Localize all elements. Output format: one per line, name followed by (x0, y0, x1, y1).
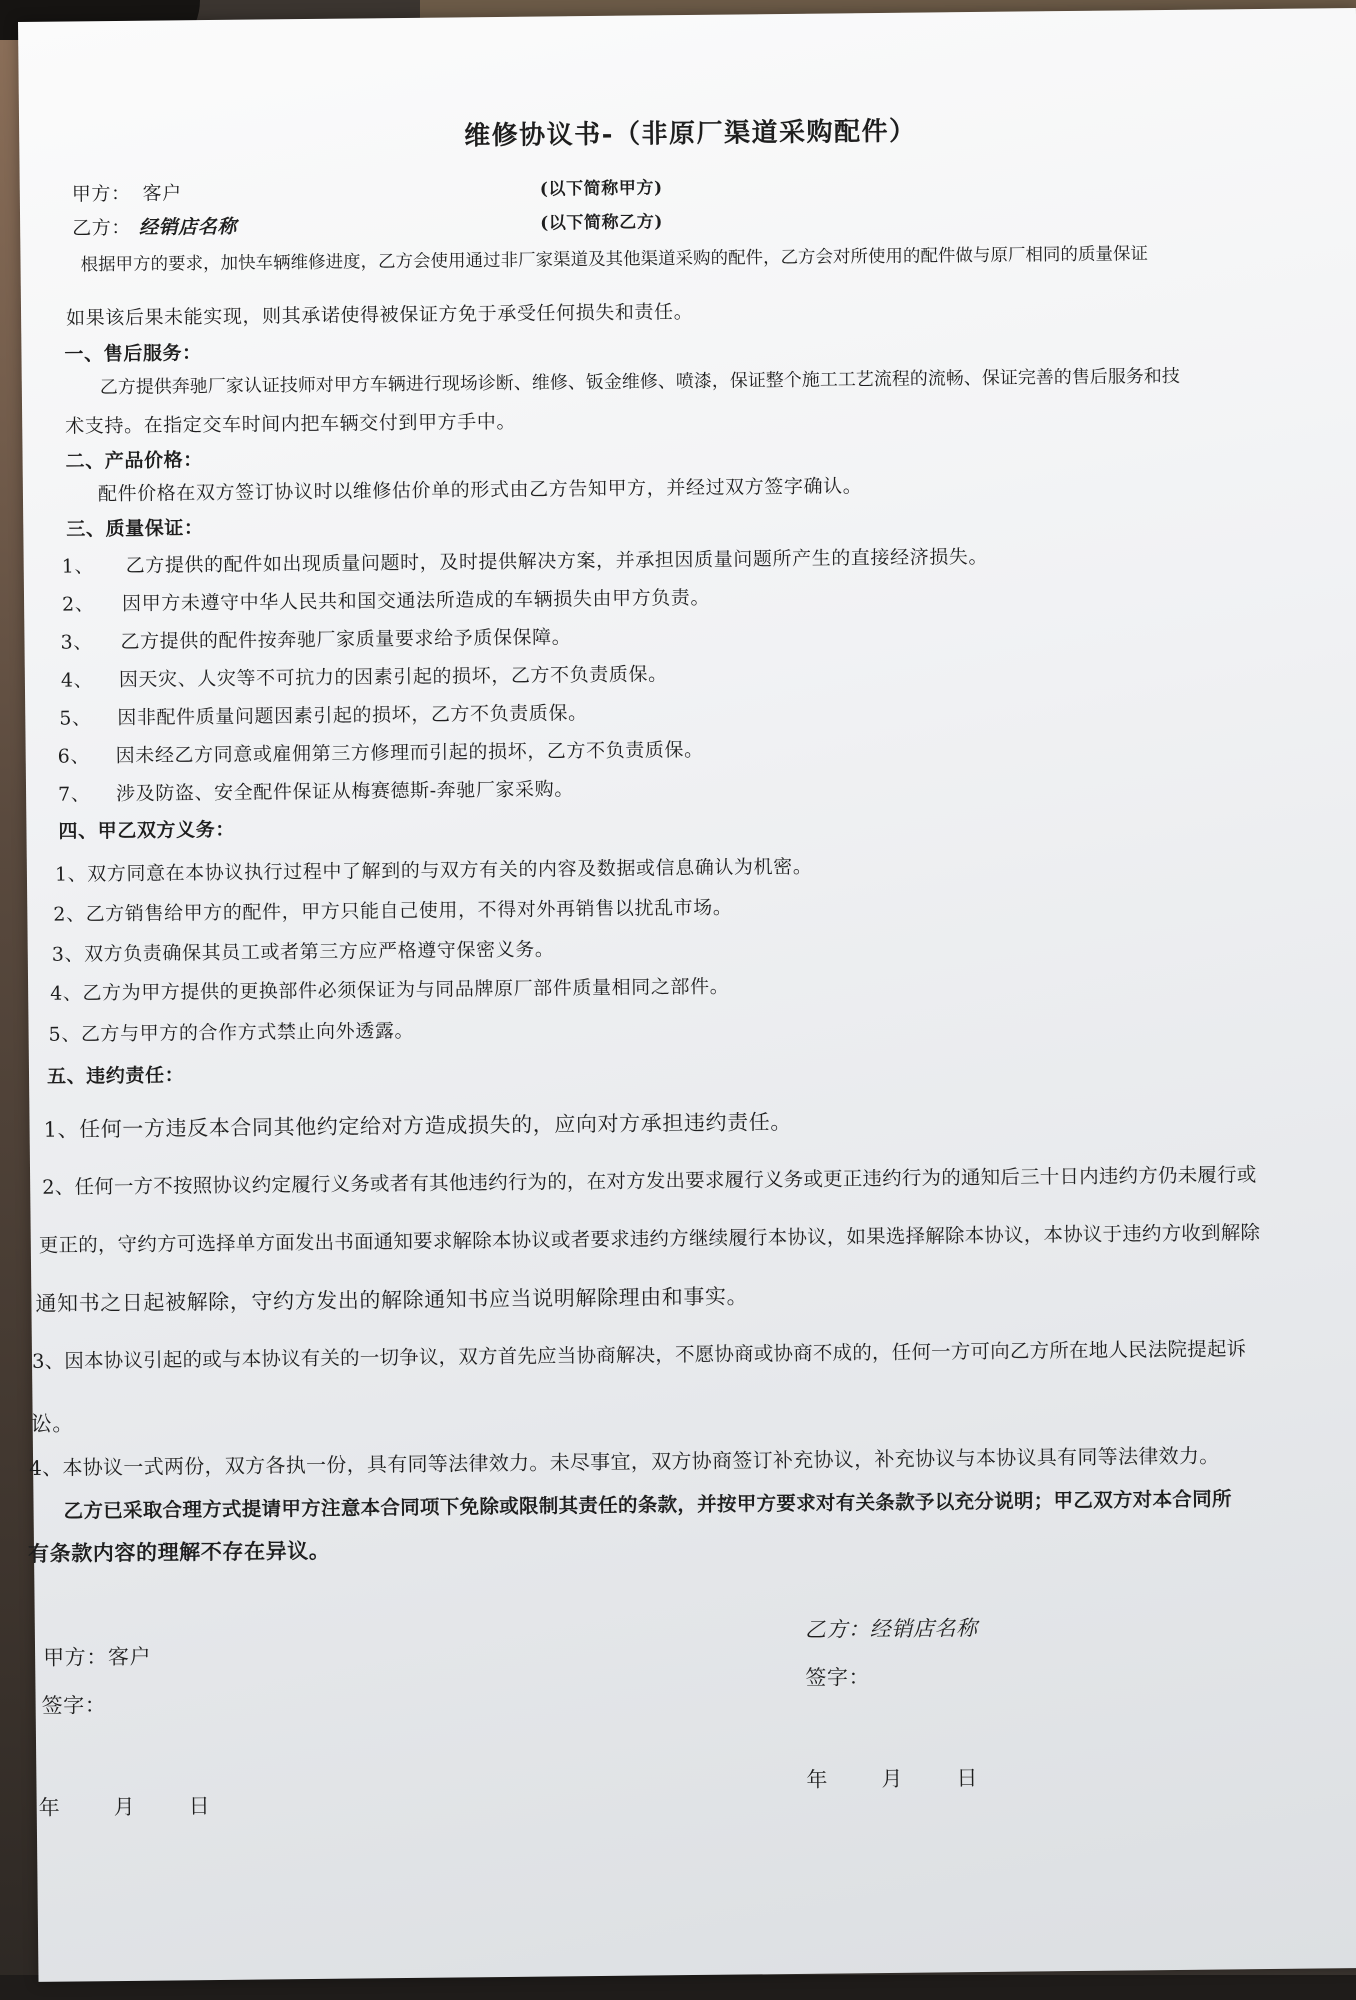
party-a-row (72, 178, 182, 206)
item-text: 涉及防盗、安全配件保证从梅赛德斯-奔驰厂家采购。 (115, 778, 575, 806)
section-5-line: 通知书之日起被解除，守约方发出的解除通知书应当说明解除理由和事实。 (35, 1284, 749, 1316)
section-1-line-2: 术支持。在指定交车时间内把车辆交付到甲方手中。 (65, 410, 517, 438)
party-b-value: 经销店名称 (138, 215, 238, 239)
item-number: 7、 (57, 783, 91, 806)
party-b-label: 乙方： (72, 216, 132, 240)
section-4-heading: 四、甲乙双方义务： (58, 818, 235, 843)
item-text: 乙方提供的配件按奔驰厂家质量要求给予质保保障。 (120, 626, 572, 653)
section-1-heading: 一、售后服务： (64, 342, 202, 366)
section-4-item: 3、双方负责确保其员工或者第三方应严格遵守保密义务。 (51, 938, 555, 966)
item-text: 因天灾、人灾等不可抗力的因素引起的损坏，乙方不负责质保。 (118, 663, 668, 691)
section-2-line-1: 配件价格在双方签订协议时以维修估价单的形式由乙方告知甲方，并经过双方签字确认。 (97, 475, 863, 506)
section-5-line: 讼。 (30, 1411, 75, 1436)
item-number: 1、 (61, 555, 95, 578)
section-5-heading: 五、违约责任： (46, 1064, 185, 1088)
party-b-signature-label: 乙方：经销店名称 (804, 1616, 978, 1642)
section-4-item: 2、乙方销售给甲方的配件，甲方只能自己使用，不得对外再销售以扰乱市场。 (53, 896, 733, 926)
party-a-date: 年 月 日 (38, 1794, 214, 1820)
section-3-item (62, 583, 710, 617)
party-b-row (72, 212, 237, 241)
party-a-sign-field: 签字： (41, 1693, 107, 1718)
party-b-note: (以下简称乙方) (540, 212, 664, 234)
intro-line-2: 如果该后果未能实现，则其承诺使得被保证方免于承受任何损失和责任。 (65, 300, 694, 330)
party-b-sign-field: 签字： (805, 1665, 871, 1690)
party-b-date: 年 月 日 (806, 1766, 982, 1792)
intro-line-1: 根据甲方的要求，加快车辆维修进度，乙方会使用通过非厂家渠道及其他渠道采购的配件，乙方会对所使用的配件做与原厂相同的质量保证 (80, 244, 1149, 276)
item-number: 6、 (57, 745, 91, 768)
section-3-item (61, 659, 668, 692)
section-3-item (60, 622, 571, 654)
item-number: 3、 (60, 631, 93, 654)
document-page (18, 8, 1356, 1982)
section-5-line: 2、任何一方不按照协议约定履行义务或者有其他违约行为的，在对方发出要求履行义务或更正违约行为的通知后三十日内违约方仍未履行或 (42, 1163, 1257, 1199)
section-2-heading: 二、产品价格： (65, 449, 203, 473)
item-text: 因未经乙方同意或雇佣第三方修理而引起的损坏，乙方不负责质保。 (115, 738, 704, 768)
item-number: 4、 (60, 669, 94, 692)
item-number: 2、 (61, 593, 95, 616)
section-5-line: 4、本协议一式两份，双方各执一份，具有同等法律效力。未尽事宜，双方协商签订补充协议，补充协议与本协议具有同等法律效力。 (29, 1443, 1220, 1480)
party-a-signature-label: 甲方：客户 (43, 1644, 152, 1670)
party-a-value: 客户 (142, 182, 182, 205)
item-text: 因甲方未遵守中华人民共和国交通法所造成的车辆损失由甲方负责。 (121, 586, 711, 615)
closing-line: 乙方已采取合理方式提请甲方注意本合同项下免除或限制其责任的条款，并按甲方要求对有关条款予以充分说明；甲乙双方对本合同所 (63, 1487, 1232, 1523)
party-a-note: (以下简称甲方) (539, 178, 663, 200)
section-1-line-1: 乙方提供奔驰厂家认证技师对甲方车辆进行现场诊断、维修、钣金维修、喷漆，保证整个施工工艺流程的流畅、保证完善的售后服务和技 (99, 365, 1180, 399)
item-text: 因非配件质量问题因素引起的损坏，乙方不负责质保。 (117, 702, 588, 729)
section-3-item (62, 542, 989, 579)
section-3-item (59, 698, 588, 731)
section-3-heading: 三、质量保证： (66, 517, 204, 541)
section-4-item: 4、乙方为甲方提供的更换部件必须保证为与同品牌原厂部件质量相同之部件。 (50, 975, 730, 1005)
item-number: 5、 (59, 707, 92, 730)
section-3-item (58, 735, 704, 769)
section-5-line: 更正的，守约方可选择单方面发出书面通知要求解除本协议或者要求违约方继续履行本协议，如果选择解除本协议，本协议于违约方收到解除 (38, 1221, 1261, 1257)
section-4-item: 1、双方同意在本协议执行过程中了解到的与双方有关的内容及数据或信息确认为机密。 (54, 855, 813, 886)
section-4-item: 5、乙方与甲方的合作方式禁止向外透露。 (48, 1019, 415, 1046)
section-5-line: 3、因本协议引起的或与本协议有关的一切争议，双方首先应当协商解决，不愿协商或协商不成的，任何一方可向乙方所在地人民法院提起诉 (31, 1337, 1247, 1373)
item-text: 乙方提供的配件如出现质量问题时，及时提供解决方案，并承担因质量问题所产生的直接经济损失。 (125, 545, 989, 577)
closing-line: 有条款内容的理解不存在异议。 (27, 1537, 331, 1566)
party-a-label: 甲方： (71, 182, 131, 206)
section-3-item (58, 774, 574, 806)
section-5-line: 1、任何一方违反本合同其他约定给对方造成损失的，应向对方承担违约责任。 (43, 1109, 793, 1142)
document-title: 维修协议书-（非原厂渠道采购配件） (464, 116, 917, 152)
